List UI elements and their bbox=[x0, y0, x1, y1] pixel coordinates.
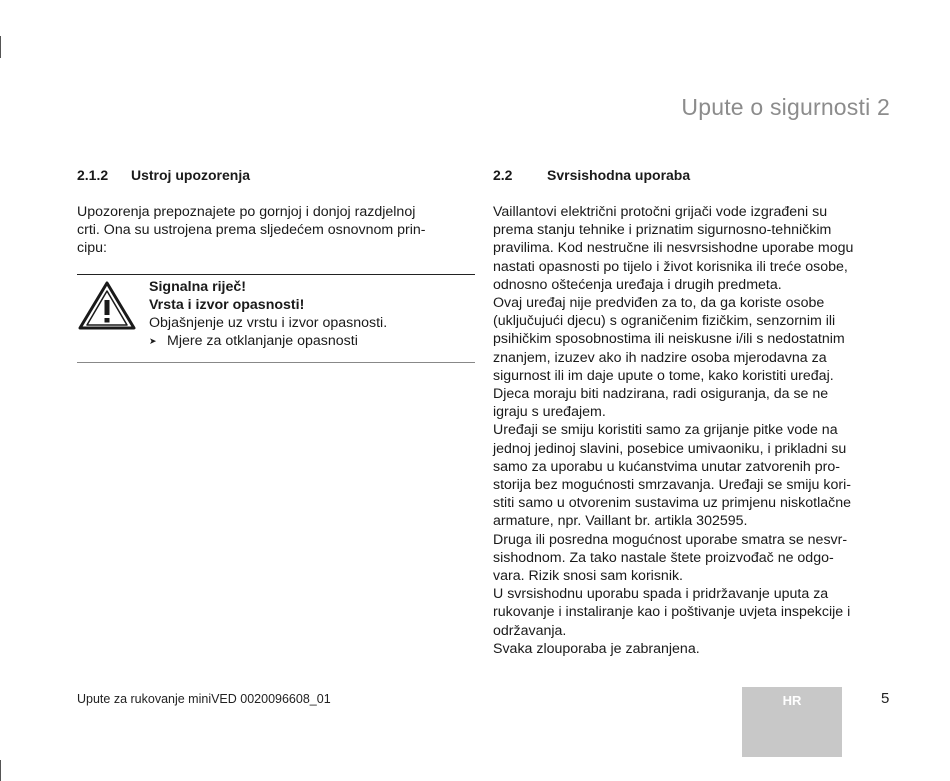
text-line: sigurnost ili im daje upute o tome, kako koristiti uređaj. bbox=[493, 367, 834, 384]
text-line: stiti samo u otvorenim sustavima uz primjenu niskotlačne bbox=[493, 495, 851, 512]
section-heading-2-2 bbox=[493, 166, 893, 184]
text-line: U svrsishodnu uporabu spada i pridržavanje uputa za bbox=[493, 586, 829, 603]
text-line: jednoj jedinoj slavini, posebice umivaoniku, i prikladni su bbox=[493, 440, 847, 457]
text-line: psihičkim sposobnostima ili neiskusne i/ili s nedostatnim bbox=[493, 331, 845, 348]
left-column bbox=[77, 166, 475, 363]
danger-type-source: Vrsta i izvor opasnosti! bbox=[149, 296, 305, 313]
language-tab: HR bbox=[742, 687, 842, 757]
warning-triangle-icon bbox=[77, 280, 149, 332]
text-line: armature, npr. Vaillant br. artikla 302595. bbox=[493, 513, 748, 530]
bullet-arrow-icon: ➤ bbox=[149, 336, 157, 347]
text-line: pravilima. Kod nestručne ili nesvrsishodne uporabe mogu bbox=[493, 240, 854, 257]
text-line: Druga ili posredna mogućnost uporabe smatra se nesvr- bbox=[493, 531, 848, 548]
text-line: odnosno oštećenja uređaja i drugih predmeta. bbox=[493, 276, 782, 293]
text-line: Vaillantovi električni protočni grijači vode izgrađeni su bbox=[493, 204, 828, 220]
section-title: Ustroj upozorenja bbox=[131, 167, 251, 183]
section-number: 2.1.2 bbox=[77, 167, 109, 183]
text-line: prema stanju tehnike i priznatim sigurnosno-tehničkim bbox=[493, 222, 832, 239]
section-title: Svrsishodna uporaba bbox=[547, 167, 691, 183]
text-line: storija bez mogućnosti smrzavanja. Uređaji se smiju kori- bbox=[493, 477, 851, 494]
text-line: održavanja. bbox=[493, 622, 567, 639]
text-line: Djeca moraju biti nadzirana, radi osiguranja, da se ne bbox=[493, 386, 829, 403]
text-line: Uređaji se smiju koristiti samo za grijanje pitke vode na bbox=[493, 422, 838, 439]
warning-text bbox=[149, 278, 387, 351]
footer-doc-reference: Upute za rukovanje miniVED 0020096608_01 bbox=[77, 692, 331, 706]
page-title: Upute o sigurnosti 2 bbox=[681, 94, 890, 120]
text-line: samo za uporabu u kućanstvima unutar zatvorenih pro- bbox=[493, 458, 840, 475]
measure-text: Mjere za otklanjanje opasnosti bbox=[167, 333, 358, 350]
text-line: Ovaj uređaj nije predviđen za to, da ga koriste osobe bbox=[493, 295, 825, 312]
text-line: znanjem, izuzev ako ih nadzire osoba mjerodavna za bbox=[493, 349, 827, 366]
intended-use-text bbox=[493, 203, 893, 658]
page-number: 5 bbox=[881, 690, 890, 707]
signal-word: Signalna riječ! bbox=[149, 278, 246, 295]
text-line: igraju s uređajem. bbox=[493, 404, 606, 421]
text-line: nastati opasnosti po tijelo i život korisnika ili treće osobe, bbox=[493, 258, 848, 275]
section-number: 2.2 bbox=[493, 167, 513, 183]
intro-paragraph bbox=[77, 203, 475, 258]
warning-box bbox=[77, 274, 475, 364]
text-line: Upozorenja prepoznajete po gornjoj i donjoj razdjelnoj bbox=[77, 204, 416, 220]
text-line: crti. Ona su ustrojena prema sljedećem osnovnom prin- bbox=[77, 222, 426, 239]
text-line: rukovanje i instaliranje kao i poštivanje uvjeta inspekcije i bbox=[493, 604, 851, 621]
text-line: vara. Rizik snosi sam korisnik. bbox=[493, 568, 684, 585]
crop-mark-top bbox=[0, 36, 1, 58]
text-line: (uključujući djecu) s ograničenim fizičkim, senzornim ili bbox=[493, 313, 836, 330]
text-line: cipu: bbox=[77, 240, 107, 257]
text-line: Svaka zlouporaba je zabranjena. bbox=[493, 640, 700, 657]
right-column bbox=[493, 166, 893, 658]
text-line: sishodnom. Za tako nastale štete proizvođač ne odgo- bbox=[493, 549, 834, 566]
danger-explanation: Objašnjenje uz vrstu i izvor opasnosti. bbox=[149, 315, 388, 332]
measure-bullet bbox=[149, 332, 387, 350]
section-heading-2-1-2 bbox=[77, 166, 475, 184]
crop-mark-bottom bbox=[0, 760, 1, 781]
